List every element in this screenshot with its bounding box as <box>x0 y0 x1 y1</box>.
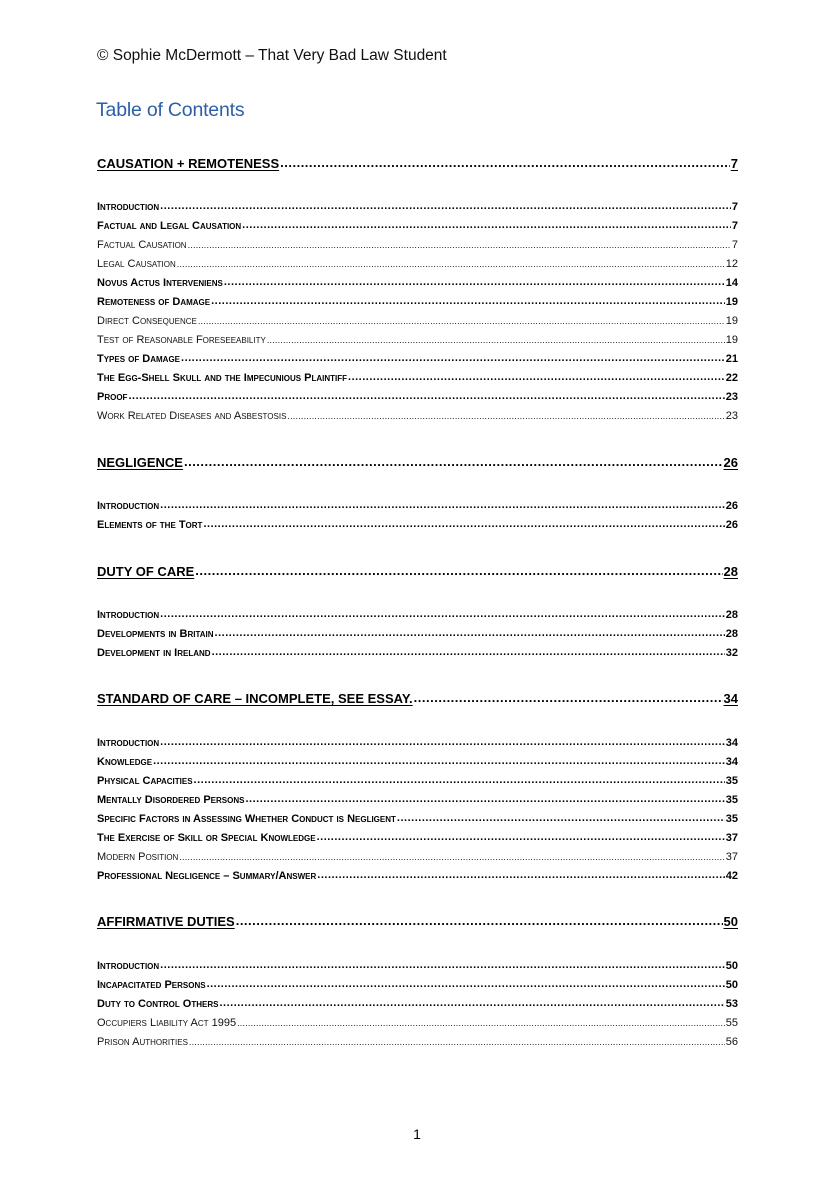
toc-entry[interactable] <box>97 517 738 531</box>
toc-entry[interactable] <box>97 830 738 844</box>
toc-leader-dots <box>203 517 724 528</box>
toc-entry-page: 7 <box>731 220 738 232</box>
toc-entry-page: 34 <box>723 691 738 706</box>
toc-leader-dots <box>194 773 725 784</box>
toc-leader-dots <box>242 218 731 229</box>
page-number: 1 <box>413 1126 421 1142</box>
toc-entry-label: Novus Actus Interveniens <box>97 277 223 289</box>
toc-entry-label: Specific Factors in Assessing Whether Conduct is Negligent <box>97 813 396 825</box>
toc-entry[interactable] <box>97 370 738 384</box>
toc-entry-page: 14 <box>725 277 738 289</box>
toc-entry-page: 50 <box>723 914 738 929</box>
toc-entry-page: 55 <box>725 1017 738 1029</box>
toc-entry-label: Mentally Disordered Persons <box>97 794 245 806</box>
toc-entry[interactable] <box>97 155 738 171</box>
toc-entry[interactable] <box>97 408 738 422</box>
toc-entry[interactable] <box>97 237 738 251</box>
toc-leader-dots <box>128 389 724 400</box>
toc-title: Table of Contents <box>96 99 245 121</box>
toc-entry[interactable] <box>97 332 738 346</box>
toc-entry-label: Developments in Britain <box>97 628 214 640</box>
toc-leader-dots <box>179 849 724 860</box>
toc-entry[interactable] <box>97 626 738 640</box>
toc-leader-dots <box>215 626 725 637</box>
toc-leader-dots <box>160 735 725 746</box>
toc-entry-page: 34 <box>725 756 738 768</box>
toc-entry-label: Professional Negligence – Summary/Answer <box>97 870 317 882</box>
toc-leader-dots <box>211 294 725 305</box>
toc-entry[interactable] <box>97 996 738 1010</box>
toc-entry[interactable] <box>97 389 738 403</box>
toc-entry[interactable] <box>97 811 738 825</box>
toc-entry[interactable] <box>97 218 738 232</box>
toc-entry-page: 7 <box>731 239 738 251</box>
toc-entry[interactable] <box>97 690 738 706</box>
toc-entry-label: Introduction <box>97 960 160 972</box>
toc-entry-label: Direct Consequence <box>97 315 197 327</box>
toc-entry-label: Modern Position <box>97 851 179 863</box>
toc-leader-dots <box>160 199 731 210</box>
toc-entry-page: 35 <box>725 775 738 787</box>
toc-entry[interactable] <box>97 313 738 327</box>
toc-leader-dots <box>236 913 723 926</box>
toc-entry-label: Legal Causation <box>97 258 176 270</box>
toc-entry-label: Introduction <box>97 737 160 749</box>
toc-entry-page: 28 <box>725 628 738 640</box>
toc-entry[interactable] <box>97 607 738 621</box>
toc-entry-page: 26 <box>725 519 738 531</box>
toc-leader-dots <box>280 155 730 168</box>
toc-entry[interactable] <box>97 977 738 991</box>
toc-entry-label: DUTY OF CARE <box>97 564 195 579</box>
toc-entry[interactable] <box>97 1034 738 1048</box>
toc-entry[interactable] <box>97 735 738 749</box>
toc-entry-label: NEGLIGENCE <box>97 455 183 470</box>
toc-leader-dots <box>207 977 725 988</box>
toc-entry-page: 22 <box>725 372 738 384</box>
toc-entry-label: Introduction <box>97 609 160 621</box>
toc-entry-label: CAUSATION + REMOTENESS <box>97 156 280 171</box>
toc-entry-page: 26 <box>725 500 738 512</box>
toc-leader-dots <box>188 237 731 248</box>
toc-entry-page: 37 <box>725 851 738 863</box>
toc-entry-label: Work Related Diseases and Asbestosis <box>97 410 287 422</box>
toc-entry[interactable] <box>97 351 738 365</box>
toc-entry-label: Incapacitated Persons <box>97 979 206 991</box>
toc-entry[interactable] <box>97 563 738 579</box>
toc-leader-dots <box>237 1015 725 1026</box>
toc-entry[interactable] <box>97 913 738 929</box>
toc-entry-label: The Egg-Shell Skull and the Impecunious Plaintiff <box>97 372 348 384</box>
toc-entry[interactable] <box>97 1015 738 1029</box>
toc-entry-page: 19 <box>725 334 738 346</box>
toc-entry-label: Proof <box>97 391 128 403</box>
toc-entry-label: Knowledge <box>97 756 153 768</box>
toc-leader-dots <box>317 868 724 879</box>
toc-entry-label: AFFIRMATIVE DUTIES <box>97 914 235 929</box>
toc-entry-label: Elements of the Tort <box>97 519 203 531</box>
toc-entry-label: Occupiers Liability Act 1995 <box>97 1017 237 1029</box>
toc-entry-label: Development in Ireland <box>97 647 211 659</box>
toc-entry[interactable] <box>97 256 738 270</box>
toc-leader-dots <box>267 332 725 343</box>
toc-entry-page: 19 <box>725 315 738 327</box>
toc-leader-dots <box>414 690 723 703</box>
toc-entry[interactable] <box>97 868 738 882</box>
toc-leader-dots <box>195 563 722 576</box>
toc-leader-dots <box>160 607 725 618</box>
toc-entry-page: 50 <box>725 960 738 972</box>
toc-entry-page: 21 <box>725 353 738 365</box>
page-header: © Sophie McDermott – That Very Bad Law Student <box>97 47 447 64</box>
toc-entry-page: 7 <box>730 156 738 171</box>
toc-entry[interactable] <box>97 454 738 470</box>
toc-entry-page: 7 <box>731 201 738 213</box>
toc-entry-label: The Exercise of Skill or Special Knowledge <box>97 832 316 844</box>
toc-leader-dots <box>317 830 725 841</box>
toc-entry-label: Introduction <box>97 500 160 512</box>
toc-entry[interactable] <box>97 773 738 787</box>
toc-entry-label: Introduction <box>97 201 160 213</box>
toc-entry-page: 35 <box>725 813 738 825</box>
toc-leader-dots <box>245 792 724 803</box>
toc-entry-label: Duty to Control Others <box>97 998 219 1010</box>
toc-entry-page: 23 <box>725 410 738 422</box>
toc-entry-page: 42 <box>725 870 738 882</box>
toc-entry-page: 23 <box>725 391 738 403</box>
toc-entry[interactable] <box>97 849 738 863</box>
toc-entry[interactable] <box>97 754 738 768</box>
toc-entry-page: 12 <box>725 258 738 270</box>
toc-leader-dots <box>160 958 725 969</box>
toc-entry-label: Test of Reasonable Foreseeability <box>97 334 266 346</box>
toc-entry-page: 32 <box>725 647 738 659</box>
toc-leader-dots <box>184 454 723 467</box>
toc-leader-dots <box>287 408 724 419</box>
toc-entry[interactable] <box>97 958 738 972</box>
toc-leader-dots <box>181 351 725 362</box>
toc-leader-dots <box>160 498 725 509</box>
toc-entry-page: 50 <box>725 979 738 991</box>
toc-entry-label: Prison Authorities <box>97 1036 188 1048</box>
toc-entry[interactable] <box>97 275 738 289</box>
toc-leader-dots <box>177 256 725 267</box>
toc-entry-label: Types of Damage <box>97 353 181 365</box>
toc-entry-page: 28 <box>725 609 738 621</box>
toc-entry-label: Remoteness of Damage <box>97 296 211 308</box>
toc-leader-dots <box>189 1034 725 1045</box>
toc-leader-dots <box>224 275 725 286</box>
toc-entry[interactable] <box>97 294 738 308</box>
toc-entry-page: 56 <box>725 1036 738 1048</box>
toc-leader-dots <box>212 645 725 656</box>
toc-entry-page: 19 <box>725 296 738 308</box>
toc-entry-label: Physical Capacities <box>97 775 193 787</box>
toc-entry-page: 34 <box>725 737 738 749</box>
toc-entry-page: 26 <box>723 455 738 470</box>
toc-entry-page: 37 <box>725 832 738 844</box>
toc-leader-dots <box>153 754 725 765</box>
toc-leader-dots <box>348 370 725 381</box>
toc-entry-page: 53 <box>725 998 738 1010</box>
toc-entry-label: Factual and Legal Causation <box>97 220 242 232</box>
toc-entry[interactable] <box>97 645 738 659</box>
toc-leader-dots <box>198 313 725 324</box>
toc-entry[interactable] <box>97 792 738 806</box>
toc-entry[interactable] <box>97 498 738 512</box>
toc-leader-dots <box>219 996 724 1007</box>
toc-entry[interactable] <box>97 199 738 213</box>
toc-entry-label: Factual Causation <box>97 239 187 251</box>
toc-entry-label: STANDARD OF CARE – INCOMPLETE, SEE ESSAY. <box>97 691 413 706</box>
toc-entry-page: 28 <box>723 564 738 579</box>
toc-entry-page: 35 <box>725 794 738 806</box>
toc-leader-dots <box>397 811 725 822</box>
